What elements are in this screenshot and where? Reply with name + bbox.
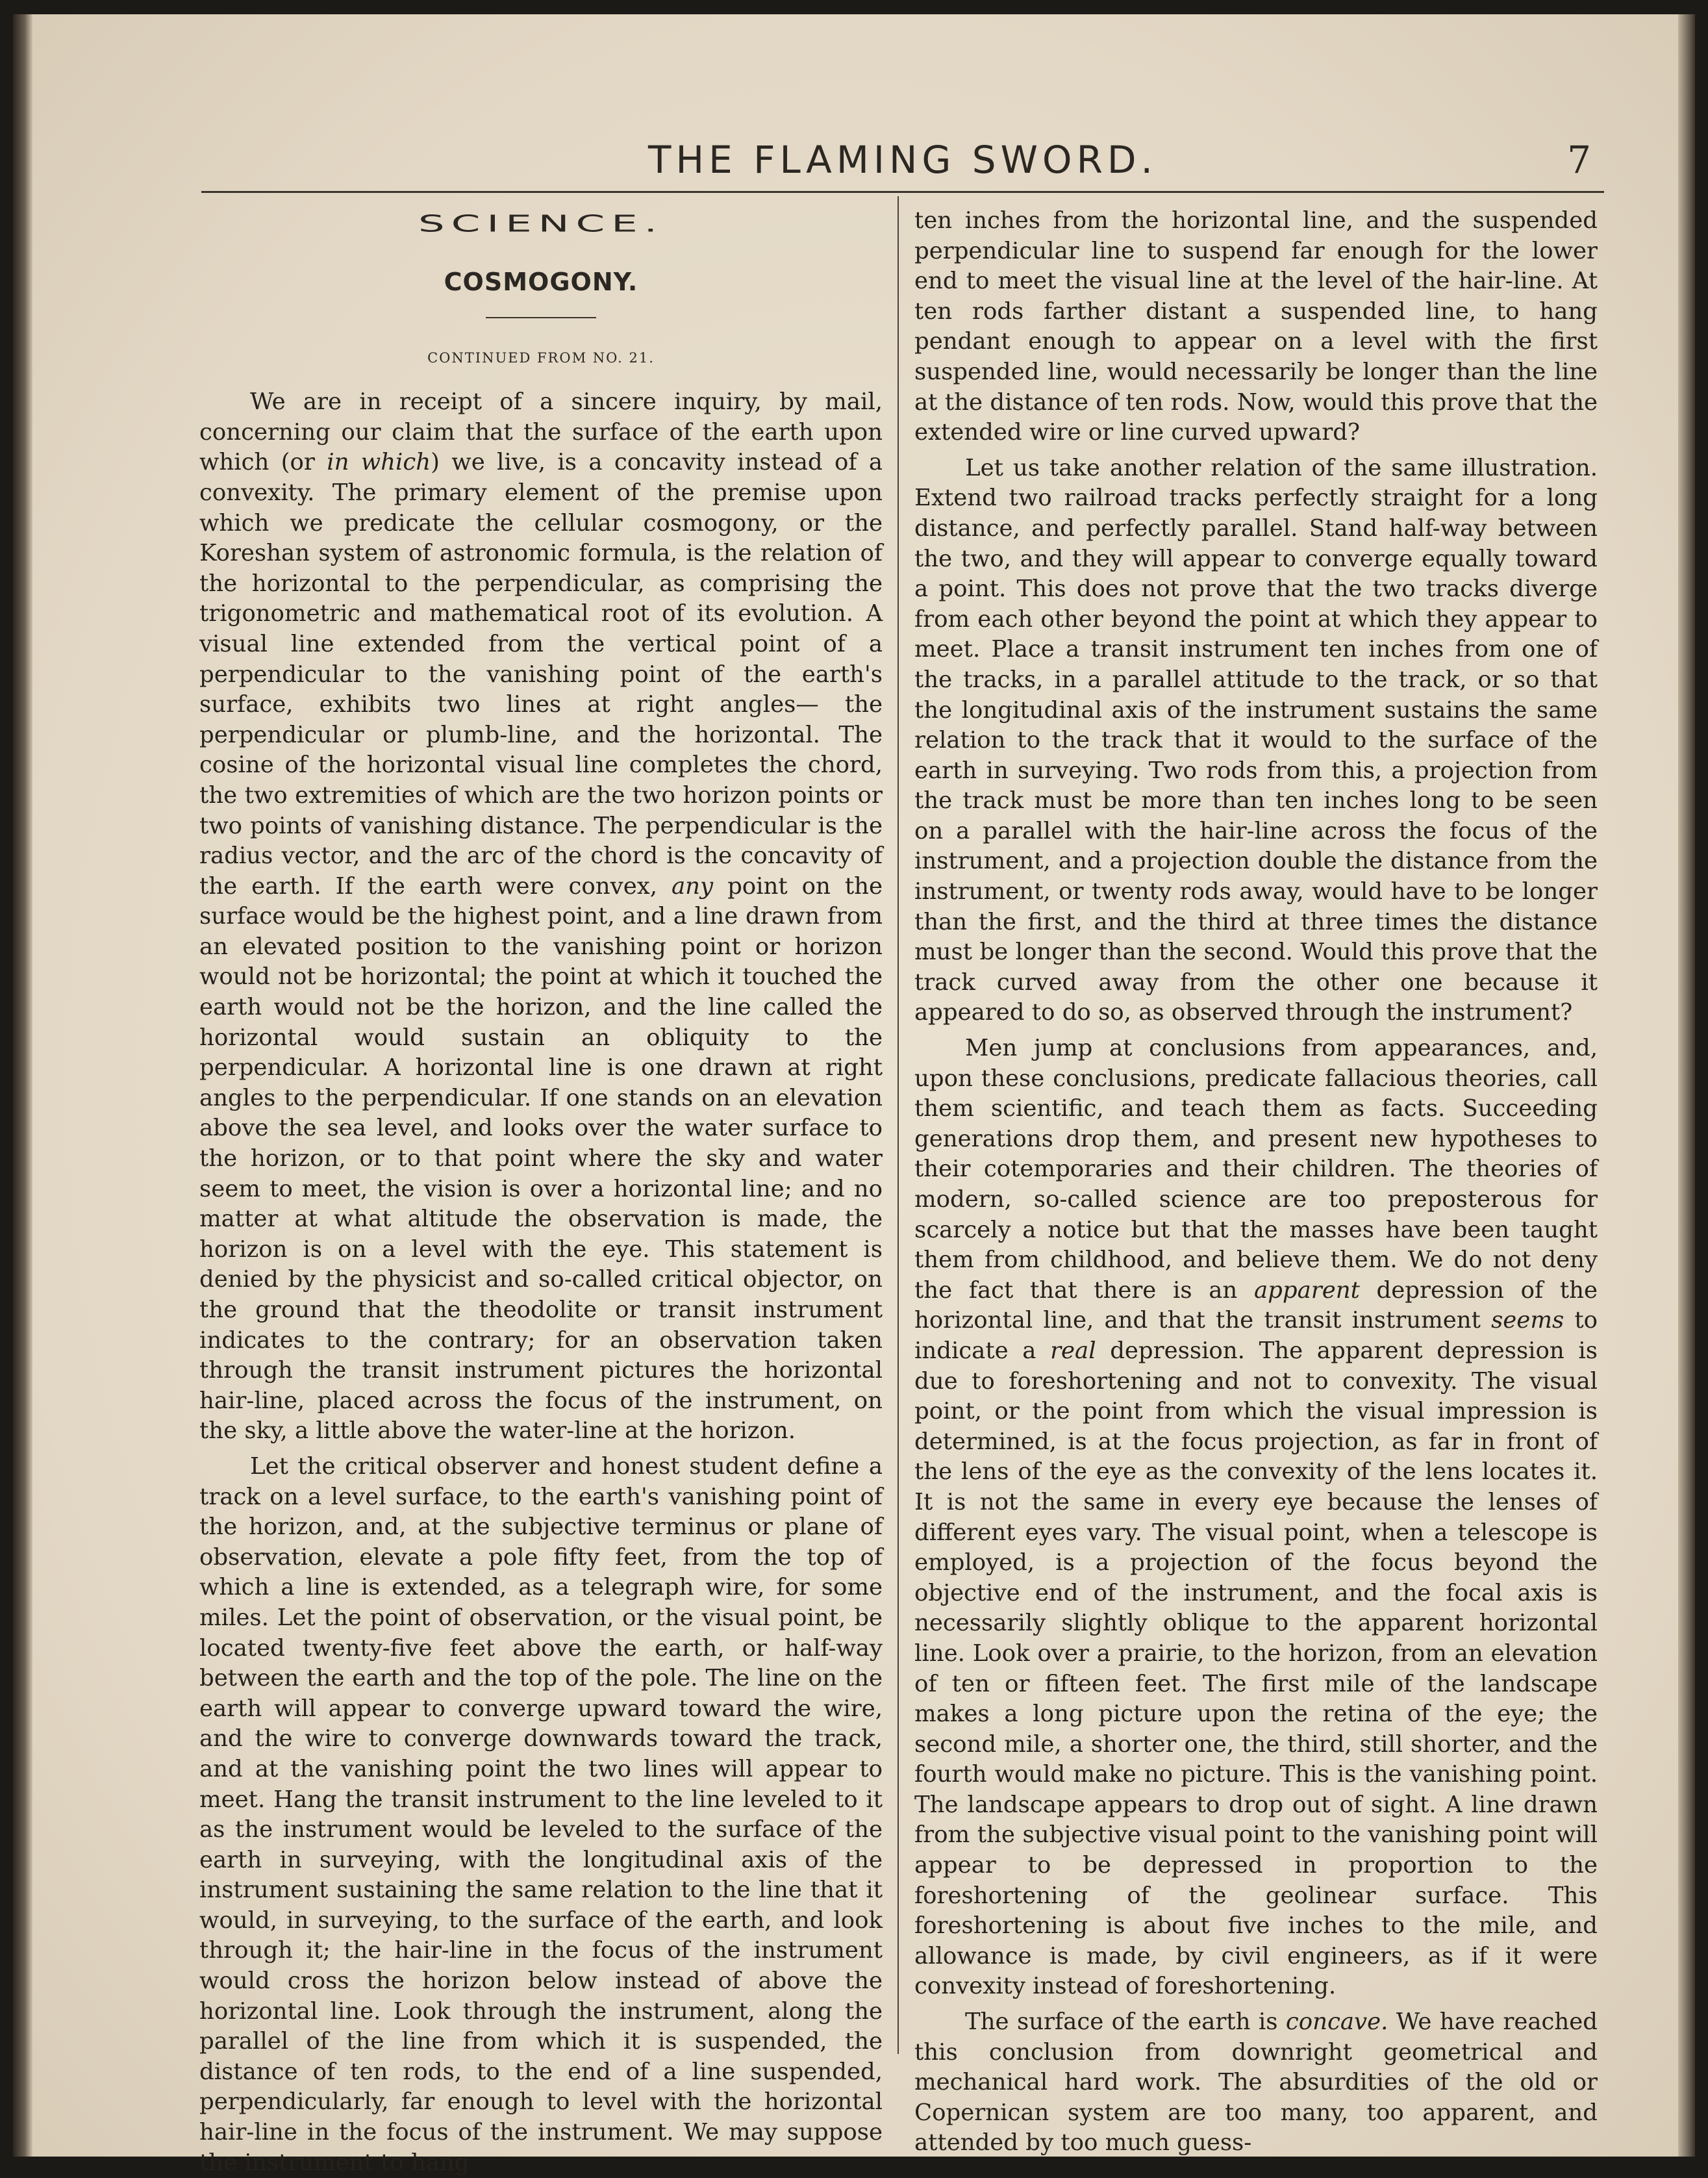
paragraph-2-continued: ten inches from the horizontal line, and the suspended perpendicular line to suspend far enough for the lower end to meet the visual line at the level of the hair-line. At ten rods farther distant a suspended line, to hang pendant enough to appear on a level with the first suspended line, would necessarily be longer than the line at the distance of ten rods. Now, would this prove that the extended wire or line curved upward? — [914, 207, 1598, 446]
paragraph-4: Men jump at conclusions from appearances, and, upon these conclusions, predicate fallacious theories, call them scientific, and teach them as facts. Succeeding generations drop them, and present new hypotheses to their cotemporaries and their children. The theories of modern, so-called science are too preposterous for scarcely a notice but that the masses have been taught them from childhood, and believe them. We do not deny the fact that there is an apparent depression of the horizontal line, and that the transit instrument seems to indicate a real depression. The apparent depression is due to foreshortening and not to convexity. The visual point, or the point from which the visual impression is determined, is at the focus projection, as far in front of the lens of the eye as the convexity of the lens locates it. It is not the same in every eye because the lenses of different eyes vary. The visual point, when a telescope is employed, is a projection of the focus beyond the objective end of the instrument, and the focal axis is necessarily slightly oblique to the apparent horizontal line. Look over a prairie, to the horizon, from an elevation of ten or fifteen feet. The first mile of the landscape makes a long picture upon the retina of the eye; the second mile, a shorter one, the third, still shorter, and the fourth would make no picture. This is the vanishing point. The landscape appears to drop out of sight. A line drawn from the subjective visual point to the vanishing point will appear to be depressed in proportion to the foreshortening of the geolinear surface. This foreshortening is about five inches to the mile, and allowance is made, by civil engineers, as if it were convexity instead of foreshortening. — [914, 1035, 1598, 2000]
page — [13, 14, 1695, 2176]
page-edge — [1678, 14, 1695, 2157]
running-header — [201, 138, 1604, 190]
left-column — [199, 206, 883, 2178]
article-title: COSMOGONY. — [444, 268, 638, 296]
section-title: SCIENCE. — [418, 210, 664, 238]
paragraph-5: The surface of the earth is concave. We have reached this conclusion from downright geometrical and mechanical hard work. The absurdities of the old or Copernican system are too many, too apparent, and attended by too much guess- — [914, 2008, 1598, 2157]
book-binding — [13, 14, 32, 2157]
header-rule — [201, 191, 1604, 193]
column-divider — [898, 196, 899, 2054]
paragraph-3: Let us take another relation of the same illustration. Extend two railroad tracks perfectly straight for a long distance, and perfectly parallel. Stand half-way between the two, and they will appear to converge equally toward a point. This does not prove that the two tracks diverge from each other beyond the point at which they appear to meet. Place a transit instrument ten inches from one of the tracks, in a parallel attitude to the track, or so that the longitudinal axis of the instrument sustains the same relation to the track that it would to the surface of the earth in surveying. Two rods from this, a projection from the track must be more than ten inches long to be seen on a parallel with the hair-line across the focus of the instrument, and a projection double the distance from the instrument, or twenty rods away, would have to be longer than the first, and the third at three times the distance must be longer than the second. Would this prove that the track curved away from the other one because it appeared to do so, as observed through the instrument? — [914, 454, 1598, 1026]
publication-title: THE FLAMING SWORD. — [648, 138, 1157, 182]
continued-note: CONTINUED FROM NO. 21. — [427, 349, 655, 366]
paragraph-2: Let the critical observer and honest student define a track on a level surface, to the earth's vanishing point of the horizon, and, at the subjective terminus or plane of observation, elevate a pole fifty feet, from the top of which a line is extended, as a telegraph wire, for some miles. Let the point of observation, or the visual point, be located twenty-five feet above the earth, or half-way between the earth and the top of the pole. The line on the earth will appear to converge upward toward the wire, and the wire to converge downwards toward the track, and at the vanishing point the two lines will appear to meet. Hang the transit instrument to the line leveled to it as the instrument would be leveled to the surface of the earth in surveying, with the longitudinal axis of the instrument sustaining the same relation to the line that it would, in surveying, to the surface of the earth, and look through it; the hair-line in the focus of the instrument would cross the horizon below instead of above the horizontal line. Look through the instrument, along the parallel of the line from which it is suspended, the distance of ten rods, to the end of a line suspended, perpendicularly, far enough to level with the horizontal hair-line in the focus of the instrument. We may suppose the instrument to hang — [199, 1452, 883, 2176]
paragraph-1: We are in receipt of a sincere inquiry, by mail, concerning our claim that the surface of the earth upon which (or in which) we live, is a concavity instead of a convexity. The primary element of the premise upon which we predicate the cellular cosmogony, or the Koreshan system of astronomic formula, is the relation of the horizontal to the perpendicular, as comprising the trigonometric and mathematical root of its evolution. A visual line extended from the vertical point of a perpendicular to the vanishing point of the earth's surface, exhibits two lines at right angles— the perpendicular or plumb-line, and the horizontal. The cosine of the horizontal visual line completes the chord, the two extremities of which are the two horizon points or two points of vanishing distance. The perpendicular is the radius vector, and the arc of the chord is the concavity of the earth. If the earth were convex, any point on the surface would be the highest point, and a line drawn from an elevated position to the vanishing point or horizon would not be horizontal; the point at which it touched the earth would not be the horizon, and the line called the horizontal would sustain an obliquity to the perpendicular. A horizontal line is one drawn at right angles to the perpendicular. If one stands on an elevation above the sea level, and looks over the water surface to the horizon, or to that point where the sky and water seem to meet, the vision is over a horizontal line; and no matter at what altitude the observation is made, the horizon is on a level with the eye. This statement is denied by the physicist and so-called critical objector, on the ground that the theodolite or transit instrument indicates to the contrary; for an observation taken through the transit instrument pictures the horizontal hair-line, placed across the focus of the instrument, on the sky, a little above the water-line at the horizon. — [199, 388, 883, 1445]
right-column — [914, 206, 1598, 2159]
page-number: 7 — [1567, 138, 1591, 182]
title-rule — [486, 317, 596, 318]
